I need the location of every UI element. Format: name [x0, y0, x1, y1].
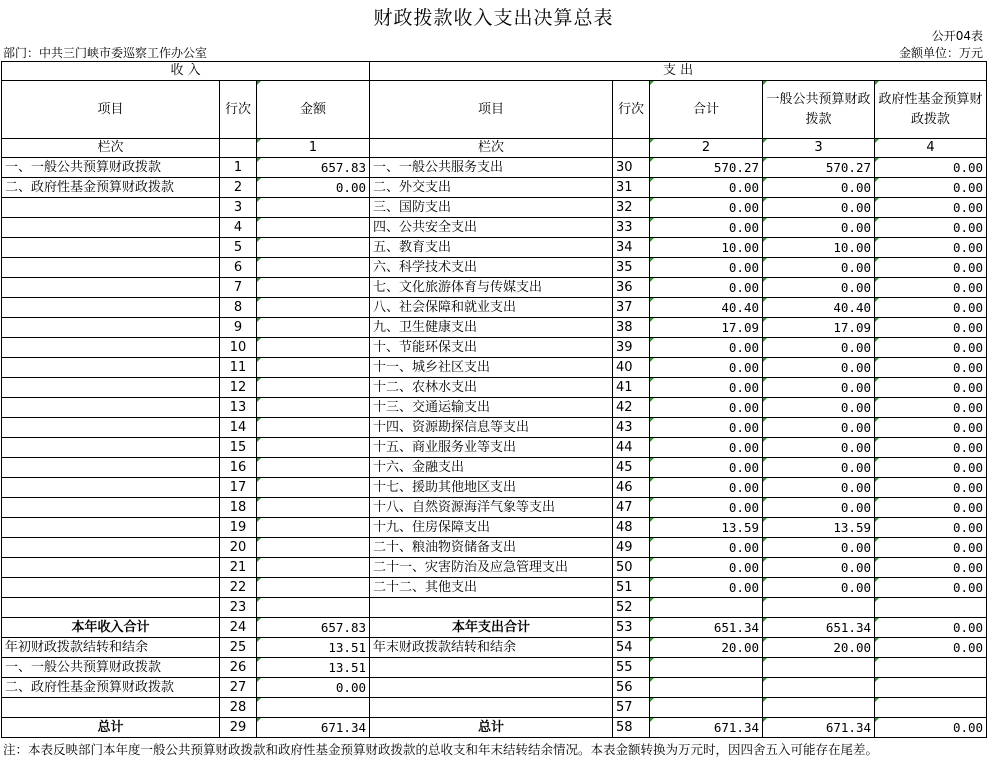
budget-table: [1, 61, 987, 738]
table-row: [2, 238, 987, 258]
expense-item-cell: 十八、自然资源海洋气象等支出: [370, 498, 613, 518]
table-row: [2, 678, 987, 698]
table-row: [2, 218, 987, 238]
expense-item-cell: [370, 698, 613, 718]
table-row: [2, 318, 987, 338]
expense-item-cell: 二、外交支出: [370, 178, 613, 198]
expense-total-cell: [650, 658, 763, 678]
expense-rowno-cell: 50: [613, 558, 650, 578]
income-amount-cell: [257, 558, 370, 578]
expense-rowno-cell: 33: [613, 218, 650, 238]
expense-rowno-cell: 51: [613, 578, 650, 598]
income-amount-cell: 657.83: [257, 158, 370, 178]
table-row: [2, 158, 987, 178]
income-header: 收 入: [2, 62, 370, 81]
income-amount-cell: [257, 398, 370, 418]
expense-item-cell: 一、一般公共服务支出: [370, 158, 613, 178]
income-item-cell: 二、政府性基金预算财政拨款: [2, 178, 220, 198]
income-rowno-cell: 4: [220, 218, 257, 238]
expense-general-cell: 0.00: [763, 198, 875, 218]
income-item-cell: [2, 258, 220, 278]
expense-item-cell: 本年支出合计: [370, 618, 613, 638]
income-amount-cell: [257, 378, 370, 398]
expense-rowno-cell: 34: [613, 238, 650, 258]
table-row: [2, 578, 987, 598]
income-amount-cell: 657.83: [257, 618, 370, 638]
expense-fund-cell: 0.00: [875, 158, 987, 178]
expense-item-cell: 二十一、灾害防治及应急管理支出: [370, 558, 613, 578]
expense-fund-cell: [875, 658, 987, 678]
expense-total-cell: [650, 698, 763, 718]
expense-general-cell: [763, 658, 875, 678]
table-row: [2, 398, 987, 418]
table-row: [2, 478, 987, 498]
expense-fund-cell: 0.00: [875, 498, 987, 518]
income-rowno-cell: 8: [220, 298, 257, 318]
income-rowno-cell: 6: [220, 258, 257, 278]
expense-general-cell: 0.00: [763, 378, 875, 398]
expense-fund-cell: 0.00: [875, 238, 987, 258]
expense-rowno-cell: 39: [613, 338, 650, 358]
expense-col-2: 2: [650, 139, 763, 158]
income-rowno-header: 行次: [220, 81, 257, 139]
expense-rowno-cell: 56: [613, 678, 650, 698]
table-row: [2, 498, 987, 518]
expense-rowno-cell: 42: [613, 398, 650, 418]
income-amount-cell: [257, 258, 370, 278]
expense-fund-cell: 0.00: [875, 418, 987, 438]
expense-rowno-cell: 30: [613, 158, 650, 178]
income-amount-cell: [257, 358, 370, 378]
expense-item-cell: 五、教育支出: [370, 238, 613, 258]
expense-general-cell: 40.40: [763, 298, 875, 318]
expense-total-cell: 0.00: [650, 258, 763, 278]
income-item-cell: 一、一般公共预算财政拨款: [2, 658, 220, 678]
report-title: 财政拨款收入支出决算总表: [373, 7, 614, 29]
expense-total-cell: [650, 678, 763, 698]
expense-fund-cell: 0.00: [875, 638, 987, 658]
expense-rowno-cell: 36: [613, 278, 650, 298]
table-row: [2, 338, 987, 358]
income-amount-cell: 671.34: [257, 718, 370, 738]
income-amount-cell: [257, 218, 370, 238]
expense-total-cell: 13.59: [650, 518, 763, 538]
expense-total-cell: 0.00: [650, 578, 763, 598]
table-row: [2, 518, 987, 538]
expense-item-cell: 三、国防支出: [370, 198, 613, 218]
table-row: [2, 298, 987, 318]
income-item-cell: [2, 578, 220, 598]
income-item-cell: [2, 458, 220, 478]
expense-general-cell: 0.00: [763, 498, 875, 518]
income-item-cell: [2, 598, 220, 618]
expense-item-cell: 十一、城乡社区支出: [370, 358, 613, 378]
expense-general-header: 一般公共预算财政拨款: [763, 81, 875, 139]
expense-general-cell: 0.00: [763, 178, 875, 198]
expense-fund-cell: 0.00: [875, 558, 987, 578]
expense-total-cell: 0.00: [650, 418, 763, 438]
income-amount-cell: [257, 458, 370, 478]
expense-total-cell: 17.09: [650, 318, 763, 338]
income-amount-cell: 13.51: [257, 638, 370, 658]
expense-total-cell: 20.00: [650, 638, 763, 658]
expense-rowno-cell: 41: [613, 378, 650, 398]
expense-rowno-cell: 58: [613, 718, 650, 738]
expense-rowno-cell: 48: [613, 518, 650, 538]
income-item-cell: [2, 378, 220, 398]
expense-fund-cell: 0.00: [875, 398, 987, 418]
expense-col-label: 栏次: [370, 139, 613, 158]
income-col-blank: [220, 139, 257, 158]
income-amount-cell: [257, 238, 370, 258]
expense-fund-cell: 0.00: [875, 458, 987, 478]
expense-total-cell: 0.00: [650, 358, 763, 378]
expense-general-cell: [763, 698, 875, 718]
income-rowno-cell: 17: [220, 478, 257, 498]
expense-general-cell: 20.00: [763, 638, 875, 658]
table-row: [2, 598, 987, 618]
income-rowno-cell: 19: [220, 518, 257, 538]
expense-general-cell: 671.34: [763, 718, 875, 738]
expense-general-cell: 0.00: [763, 278, 875, 298]
expense-rowno-cell: 52: [613, 598, 650, 618]
income-amount-cell: [257, 278, 370, 298]
income-item-cell: 本年收入合计: [2, 618, 220, 638]
table-row: [2, 198, 987, 218]
expense-rowno-cell: 49: [613, 538, 650, 558]
expense-general-cell: 10.00: [763, 238, 875, 258]
expense-item-cell: 十三、交通运输支出: [370, 398, 613, 418]
income-amount-cell: [257, 298, 370, 318]
income-amount-cell: [257, 598, 370, 618]
income-item-cell: [2, 298, 220, 318]
expense-col-4: 4: [875, 139, 987, 158]
expense-fund-cell: 0.00: [875, 318, 987, 338]
income-rowno-cell: 16: [220, 458, 257, 478]
expense-item-cell: [370, 658, 613, 678]
income-rowno-cell: 22: [220, 578, 257, 598]
expense-fund-cell: 0.00: [875, 178, 987, 198]
income-amount-cell: [257, 338, 370, 358]
expense-total-cell: 671.34: [650, 718, 763, 738]
expense-rowno-cell: 38: [613, 318, 650, 338]
income-rowno-cell: 24: [220, 618, 257, 638]
expense-item-header: 项目: [370, 81, 613, 139]
expense-general-cell: 0.00: [763, 478, 875, 498]
table-row: [2, 698, 987, 718]
expense-total-cell: 0.00: [650, 218, 763, 238]
expense-item-cell: 七、文化旅游体育与传媒支出: [370, 278, 613, 298]
expense-rowno-cell: 40: [613, 358, 650, 378]
income-amount-cell: [257, 418, 370, 438]
expense-header: 支 出: [370, 62, 987, 81]
income-amount-cell: [257, 538, 370, 558]
income-amount-cell: [257, 478, 370, 498]
income-amount-cell: [257, 698, 370, 718]
expense-rowno-cell: 57: [613, 698, 650, 718]
expense-general-cell: 0.00: [763, 258, 875, 278]
expense-total-cell: 0.00: [650, 378, 763, 398]
expense-general-cell: 0.00: [763, 418, 875, 438]
table-row: [2, 538, 987, 558]
expense-item-cell: 十九、住房保障支出: [370, 518, 613, 538]
expense-fund-cell: [875, 698, 987, 718]
expense-fund-cell: 0.00: [875, 198, 987, 218]
expense-total-cell: 0.00: [650, 538, 763, 558]
expense-total-cell: 0.00: [650, 398, 763, 418]
expense-total-cell: 40.40: [650, 298, 763, 318]
income-rowno-cell: 3: [220, 198, 257, 218]
income-rowno-cell: 10: [220, 338, 257, 358]
expense-rowno-cell: 54: [613, 638, 650, 658]
income-item-cell: [2, 518, 220, 538]
income-item-cell: [2, 498, 220, 518]
table-row: [2, 558, 987, 578]
expense-fund-cell: 0.00: [875, 438, 987, 458]
income-amount-cell: [257, 498, 370, 518]
income-item-cell: [2, 278, 220, 298]
expense-total-cell: 0.00: [650, 438, 763, 458]
table-row: [2, 178, 987, 198]
income-amount-cell: [257, 578, 370, 598]
income-rowno-cell: 25: [220, 638, 257, 658]
income-item-cell: [2, 438, 220, 458]
income-rowno-cell: 27: [220, 678, 257, 698]
income-amount-cell: [257, 318, 370, 338]
expense-total-cell: 651.34: [650, 618, 763, 638]
expense-rowno-cell: 37: [613, 298, 650, 318]
income-amount-cell: 13.51: [257, 658, 370, 678]
income-amount-cell: [257, 438, 370, 458]
income-item-cell: [2, 698, 220, 718]
expense-fund-cell: [875, 678, 987, 698]
income-amount-header: 金额: [257, 81, 370, 139]
expense-rowno-header: 行次: [613, 81, 650, 139]
income-amount-cell: [257, 198, 370, 218]
expense-col-blank: [613, 139, 650, 158]
expense-fund-cell: 0.00: [875, 518, 987, 538]
header-section-row: [2, 62, 987, 81]
income-rowno-cell: 20: [220, 538, 257, 558]
expense-total-cell: 0.00: [650, 558, 763, 578]
table-row: [2, 618, 987, 638]
income-item-cell: [2, 538, 220, 558]
income-rowno-cell: 21: [220, 558, 257, 578]
table-row: [2, 378, 987, 398]
income-item-cell: 总计: [2, 718, 220, 738]
expense-item-cell: 四、公共安全支出: [370, 218, 613, 238]
expense-total-cell: 0.00: [650, 278, 763, 298]
income-rowno-cell: 11: [220, 358, 257, 378]
unit-label: 金额单位：万元: [898, 46, 983, 60]
expense-total-cell: 0.00: [650, 338, 763, 358]
expense-total-cell: 10.00: [650, 238, 763, 258]
expense-total-cell: 0.00: [650, 498, 763, 518]
expense-general-cell: 0.00: [763, 578, 875, 598]
expense-total-cell: 0.00: [650, 478, 763, 498]
expense-item-cell: 六、科学技术支出: [370, 258, 613, 278]
income-rowno-cell: 26: [220, 658, 257, 678]
expense-total-cell: [650, 598, 763, 618]
income-col-1: 1: [257, 139, 370, 158]
expense-rowno-cell: 45: [613, 458, 650, 478]
income-item-cell: [2, 478, 220, 498]
expense-total-cell: 0.00: [650, 458, 763, 478]
income-rowno-cell: 23: [220, 598, 257, 618]
expense-fund-cell: 0.00: [875, 538, 987, 558]
expense-rowno-cell: 43: [613, 418, 650, 438]
expense-fund-cell: 0.00: [875, 378, 987, 398]
column-index-row: [2, 139, 987, 158]
income-item-cell: 二、政府性基金预算财政拨款: [2, 678, 220, 698]
table-row: [2, 718, 987, 738]
expense-item-cell: 总计: [370, 718, 613, 738]
table-body: [2, 158, 987, 738]
footnote: 注：本表反映部门本年度一般公共预算财政拨款和政府性基金预算财政拨款的总收支和年末结转结余情况。本表金额转换为万元时，因四舍五入可能存在尾差。: [3, 742, 879, 757]
income-rowno-cell: 18: [220, 498, 257, 518]
expense-general-cell: 0.00: [763, 398, 875, 418]
expense-item-cell: 年末财政拨款结转和结余: [370, 638, 613, 658]
expense-rowno-cell: 35: [613, 258, 650, 278]
expense-general-cell: 0.00: [763, 358, 875, 378]
expense-general-cell: 13.59: [763, 518, 875, 538]
income-item-cell: [2, 418, 220, 438]
expense-item-cell: 二十二、其他支出: [370, 578, 613, 598]
income-item-header: 项目: [2, 81, 220, 139]
expense-rowno-cell: 53: [613, 618, 650, 638]
income-rowno-cell: 5: [220, 238, 257, 258]
expense-rowno-cell: 47: [613, 498, 650, 518]
income-item-cell: [2, 318, 220, 338]
table-row: [2, 418, 987, 438]
income-item-cell: 年初财政拨款结转和结余: [2, 638, 220, 658]
income-rowno-cell: 14: [220, 418, 257, 438]
expense-item-cell: 二十、粮油物资储备支出: [370, 538, 613, 558]
expense-fund-cell: [875, 598, 987, 618]
expense-item-cell: 十六、金融支出: [370, 458, 613, 478]
income-rowno-cell: 15: [220, 438, 257, 458]
expense-fund-cell: 0.00: [875, 278, 987, 298]
expense-general-cell: 570.27: [763, 158, 875, 178]
income-rowno-cell: 13: [220, 398, 257, 418]
expense-general-cell: 0.00: [763, 438, 875, 458]
header-columns-row: [2, 81, 987, 139]
income-rowno-cell: 9: [220, 318, 257, 338]
expense-fund-cell: 0.00: [875, 298, 987, 318]
expense-item-cell: 九、卫生健康支出: [370, 318, 613, 338]
table-row: [2, 458, 987, 478]
expense-rowno-cell: 44: [613, 438, 650, 458]
expense-rowno-cell: 55: [613, 658, 650, 678]
expense-item-cell: 十五、商业服务业等支出: [370, 438, 613, 458]
income-rowno-cell: 1: [220, 158, 257, 178]
income-item-cell: [2, 338, 220, 358]
income-item-cell: 一、一般公共预算财政拨款: [2, 158, 220, 178]
income-item-cell: [2, 358, 220, 378]
expense-general-cell: 0.00: [763, 538, 875, 558]
expense-fund-cell: 0.00: [875, 618, 987, 638]
table-code: 公开04表: [931, 29, 983, 43]
expense-total-cell: 570.27: [650, 158, 763, 178]
expense-item-cell: [370, 598, 613, 618]
income-amount-cell: [257, 518, 370, 538]
expense-item-cell: 十、节能环保支出: [370, 338, 613, 358]
table-row: [2, 638, 987, 658]
expense-item-cell: 十七、援助其他地区支出: [370, 478, 613, 498]
expense-general-cell: [763, 678, 875, 698]
expense-item-cell: 十四、资源勘探信息等支出: [370, 418, 613, 438]
expense-rowno-cell: 32: [613, 198, 650, 218]
table-row: [2, 258, 987, 278]
income-item-cell: [2, 218, 220, 238]
expense-general-cell: [763, 598, 875, 618]
expense-total-cell: 0.00: [650, 178, 763, 198]
table-row: [2, 358, 987, 378]
income-rowno-cell: 12: [220, 378, 257, 398]
expense-general-cell: 0.00: [763, 338, 875, 358]
income-rowno-cell: 7: [220, 278, 257, 298]
expense-general-cell: 0.00: [763, 558, 875, 578]
income-amount-cell: 0.00: [257, 678, 370, 698]
income-col-label: 栏次: [2, 139, 220, 158]
expense-fund-cell: 0.00: [875, 338, 987, 358]
expense-rowno-cell: 46: [613, 478, 650, 498]
expense-rowno-cell: 31: [613, 178, 650, 198]
income-rowno-cell: 29: [220, 718, 257, 738]
expense-general-cell: 17.09: [763, 318, 875, 338]
expense-item-cell: 八、社会保障和就业支出: [370, 298, 613, 318]
income-rowno-cell: 2: [220, 178, 257, 198]
income-item-cell: [2, 558, 220, 578]
income-item-cell: [2, 238, 220, 258]
income-amount-cell: 0.00: [257, 178, 370, 198]
department-label: 部门：中共三门峡市委巡察工作办公室: [3, 46, 208, 60]
expense-fund-cell: 0.00: [875, 358, 987, 378]
expense-item-cell: [370, 678, 613, 698]
table-row: [2, 438, 987, 458]
table-row: [2, 278, 987, 298]
expense-item-cell: 十二、农林水支出: [370, 378, 613, 398]
expense-total-cell: 0.00: [650, 198, 763, 218]
income-rowno-cell: 28: [220, 698, 257, 718]
expense-fund-cell: 0.00: [875, 578, 987, 598]
expense-general-cell: 0.00: [763, 218, 875, 238]
expense-total-header: 合计: [650, 81, 763, 139]
expense-general-cell: 0.00: [763, 458, 875, 478]
expense-fund-cell: 0.00: [875, 258, 987, 278]
expense-col-3: 3: [763, 139, 875, 158]
expense-fund-cell: 0.00: [875, 718, 987, 738]
expense-fund-cell: 0.00: [875, 478, 987, 498]
income-item-cell: [2, 198, 220, 218]
expense-general-cell: 651.34: [763, 618, 875, 638]
expense-fund-cell: 0.00: [875, 218, 987, 238]
table-row: [2, 658, 987, 678]
income-item-cell: [2, 398, 220, 418]
expense-fund-header: 政府性基金预算财政拨款: [875, 81, 987, 139]
